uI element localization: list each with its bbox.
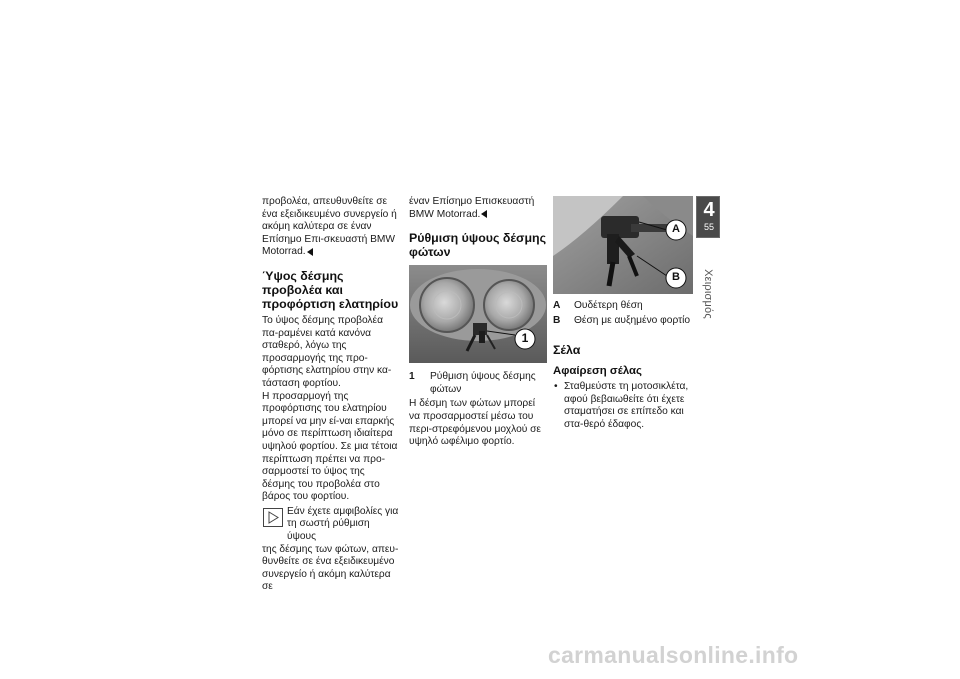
- section-heading: Σέλα: [553, 343, 581, 358]
- figure-legend-item: [553, 315, 693, 328]
- paragraph: έναν Επίσημο Επισκευαστή BMW Motorrad.: [409, 196, 535, 220]
- figure-callout-b: B: [672, 271, 680, 283]
- chapter-title: Χειρισμός: [702, 269, 714, 319]
- legend-key: B: [553, 314, 561, 326]
- adjuster-lever-figure: [553, 196, 693, 294]
- chapter-number: 4: [703, 199, 715, 221]
- legend-key: A: [553, 300, 561, 311]
- subsection-heading: Αφαίρεση σέλας: [553, 365, 642, 378]
- section-heading: Ύψος δέσμης προβολέα και προφόρτιση ελατηρίου: [262, 268, 399, 311]
- end-mark-icon: [307, 248, 313, 256]
- page-number: 55: [703, 222, 714, 232]
- figure-callout-a: A: [672, 223, 680, 235]
- instruction-list: [553, 381, 693, 431]
- watermark: carmanualsonline.info: [548, 642, 799, 668]
- note-line-1: Εάν έχετε αμφιβολίες για: [287, 505, 399, 517]
- section-heading: Ρύθμιση ύψους δέσμης φώτων: [409, 231, 547, 260]
- paragraph: προβολέα, απευθυνθείτε σε ένα εξειδικευμένο συνεργείο ή ακόμη καλύτερα σε έναν Επίσημο Επι-σκευαστή BMW Motorrad.: [262, 196, 397, 258]
- figure-legend-item: [553, 300, 693, 313]
- note-line-2: τη σωστή ρύθμιση ύψους: [287, 518, 370, 543]
- legend-text: Ρύθμιση ύψους δέσμης φώτων: [430, 371, 536, 395]
- chapter-number-box: [696, 196, 720, 238]
- legend-text: Θέση με αυξημένο φορτίο: [574, 314, 691, 326]
- list-item: • Σταθμεύστε τη μοτοσικλέτα, αφού βεβαιωθείτε ότι έχετε σταματήσει σε επίπεδο και στα-θερό έδαφος.: [553, 381, 693, 431]
- headlight-illustration: [409, 265, 547, 363]
- figure-legend-item: [409, 371, 547, 396]
- paragraph: Το ύψος δέσμης προβολέα πα-ραμένει κατά κανόνα σταθερό, λόγω της προσαρμογής της προ-φόρτισης ελατηρίου στην κα-τάσταση φορτίου.: [262, 314, 392, 389]
- text-column-2: [409, 196, 547, 449]
- paragraph: Η δέσμη των φώτων μπορεί να προσαρμοστεί μέσω του περι-στρεφόμενου μοχλού σε υψηλό ωφέλιμο φορτίο.: [409, 398, 541, 448]
- note-block: [262, 506, 399, 594]
- note-triangle-icon: [263, 508, 283, 527]
- text-column-3: [553, 196, 693, 432]
- legend-key: 1: [409, 371, 415, 383]
- note-continuation: της δέσμης των φώτων, απευ-θυνθείτε σε ένα εξειδικευμένο συνεργείο ή ακόμη καλύτερα σε: [262, 543, 399, 593]
- chapter-tab: [696, 196, 720, 342]
- legend-text: Ουδέτερη θέση: [574, 300, 643, 311]
- figure-callout-1: 1: [521, 331, 529, 346]
- text-column-1: [262, 196, 399, 594]
- end-mark-icon: [481, 210, 487, 218]
- paragraph: Η προσαρμογή της προφόρτισης του ελατηρίου μπορεί να μην εί-ναι επαρκής μόνο σε περίπτωση ιδιαίτερα υψηλού φορτίου. Σε μια τέτοια περίπτωση πρέπει να προ-σαρμοστεί το ύψος της δέσμης του προβολέα στο βάρος του φορτίου.: [262, 390, 398, 503]
- headlight-figure: [409, 265, 547, 363]
